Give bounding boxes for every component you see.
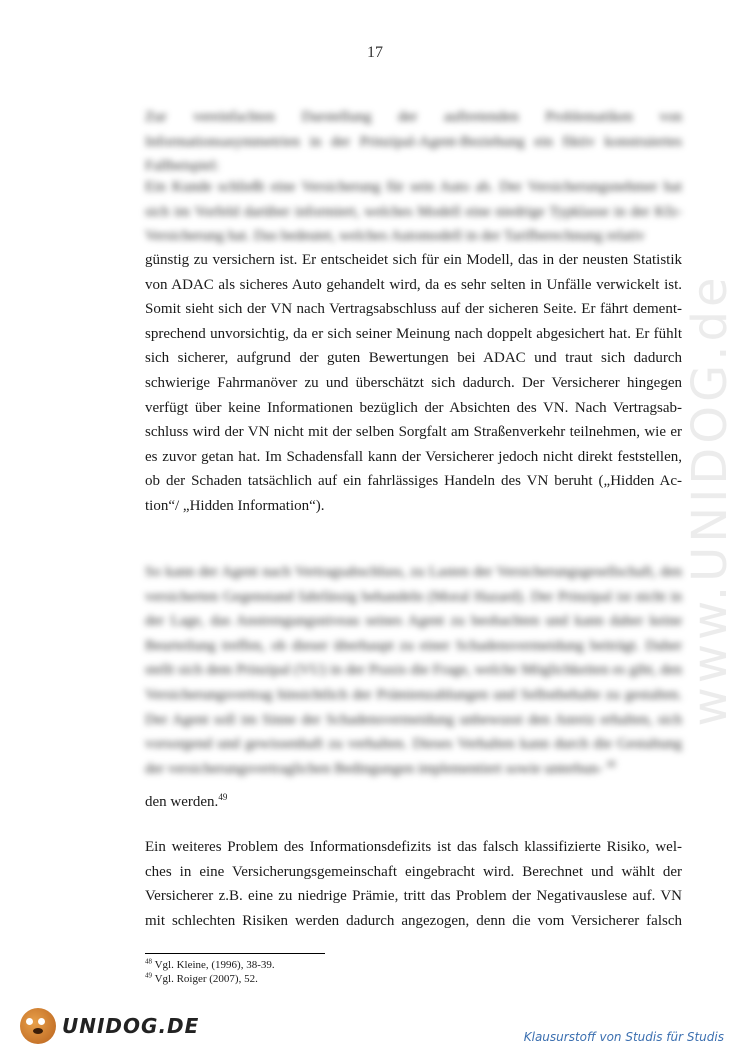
moral-hazard-blurred-text: So kann der Agent nach Vertragsabschluss, zu Lasten der Versicherungsgesellschaft, den versicherten Gegenstand fahrlässig behandeln (Moral Hazard). Der Prinzipal ist nicht in der Lage, das Anstrengungsniveau seines Agent zu beobachten und kann daher keine Beurteilung treffen, ob dieser überhaupt zu einer Schadensvermeidung beiträgt. Daher stellt sich dem Prinzipal (VU) in der Praxis die Frage, welche Möglichkeiten es gibt, den Versicherungsvertrag hinsichtlich der Prämienzahlungen und Selbstbehalte zu gestalten. Der Agent soll im Sinne der Schadensvermeidung unbewusst den Anreiz erhalten, sich vorsorgend und gewissenhaft zu verhalten. Dieses Verhalten kann durch die Gestaltung der versicherungsvertraglichen Bedingungen implementiert sowie unterbun- bbox=[145, 564, 682, 777]
footnote-number: 48 bbox=[145, 957, 152, 966]
text-line: mit schlechten Risiken werden dadurch angezogen, denn die vom Versicherer falsch bbox=[145, 912, 682, 929]
footnote-ref: 48 bbox=[606, 758, 616, 769]
footnote-text: Vgl. Kleine, (1996), 38-39. bbox=[154, 959, 275, 971]
text-line: sich sicherer, aufgrund der guten Bewertungen bei ADAC und traut sich dadurch bbox=[145, 350, 682, 367]
text-line: Ein weiteres Problem des Informationsdefizits ist das falsch klassifizierte Risiko, wel- bbox=[145, 839, 682, 855]
page-number: 17 bbox=[367, 44, 383, 61]
text-line: schwierige Fahrmanöver zu und überschätzt sich dadurch. Der Versicherer hingegen bbox=[145, 374, 682, 391]
footnote-ref: 49 bbox=[218, 792, 228, 802]
text-line: Somit sieht sich der VN nach Vertragsabschluss auf der sicheren Seite. Er fährt dement- bbox=[145, 301, 682, 318]
intro-paragraph-blurred: Zur vereinfachten Darstellung der auftretenden Problematiken von Informationsasymmetrien in der Prinzipal-Agent-Beziehung ein fiktiv konstruiertes Fallbeispiel: bbox=[145, 109, 682, 175]
moral-hazard-end-text: den werden. bbox=[145, 794, 219, 810]
unidog-logo bbox=[20, 1008, 199, 1044]
moral-hazard-paragraph-blurred bbox=[145, 560, 682, 781]
example-paragraph-blurred: Ein Kunde schließt eine Versicherung für sein Auto ab. Der Versicherungsnehmer hat sich im Vorfeld darüber informiert, welches Modell eine niedrige Typklasse in der Kfz-Versicherung hat. Das bedeutet, welches Automodell in der Tarifberechnung relativ bbox=[145, 179, 682, 245]
text-line: verfügt über keine Informationen bezüglich der Absichten des VN. Nach Vertragsab- bbox=[145, 399, 682, 416]
footnote bbox=[145, 958, 275, 972]
text-line: ob der Schaden tatsächlich auf ein fahrlässiges Handeln des VN beruht („Hidden Ac- bbox=[145, 473, 682, 490]
example-paragraph bbox=[145, 248, 682, 519]
text-line: Versicherer z.B. eine zu niedrige Prämie, tritt das Problem der Negativauslese auf. VN bbox=[145, 888, 682, 905]
text-line: günstig zu versichern ist. Er entscheidet sich für ein Modell, das in der neusten Statistik bbox=[145, 252, 682, 268]
text-line: sprechend unvorsichtig, da er sich seiner Meinung nach doppelt abgesichert hat. Er fühlt bbox=[145, 325, 682, 342]
footnotes bbox=[145, 958, 275, 986]
footnote-number: 49 bbox=[145, 971, 152, 980]
moral-hazard-end bbox=[145, 790, 682, 815]
text-line: ches in eine Versicherungsgemeinschaft eingebracht wird. Berechnet und wählt der bbox=[145, 863, 682, 880]
text-line: schluss wird der VN nicht mit der selben Sorgfalt am Straßenverkehr teilnehmen, wie er bbox=[145, 424, 682, 441]
dog-icon bbox=[20, 1008, 56, 1044]
text-line: tion“/ „Hidden Information“). bbox=[145, 497, 325, 514]
risk-paragraph bbox=[145, 835, 682, 933]
watermark-text: www.UNIDOG.de bbox=[682, 273, 738, 727]
logo-text: UNIDOG.DE bbox=[62, 1014, 200, 1038]
footnote bbox=[145, 972, 275, 986]
tagline: Klausurstoff von Studis für Studis bbox=[523, 1030, 724, 1044]
footnote-text: Vgl. Roiger (2007), 52. bbox=[154, 973, 258, 985]
text-line: von ADAC als sicheres Auto gehandelt wird, da es sehr selten in Unfälle verwickelt ist. bbox=[145, 276, 682, 293]
text-line: es zuvor getan hat. Im Schadensfall kann der Versicherer jedoch nicht direkt feststellen, bbox=[145, 448, 682, 465]
footnote-divider bbox=[145, 953, 325, 954]
